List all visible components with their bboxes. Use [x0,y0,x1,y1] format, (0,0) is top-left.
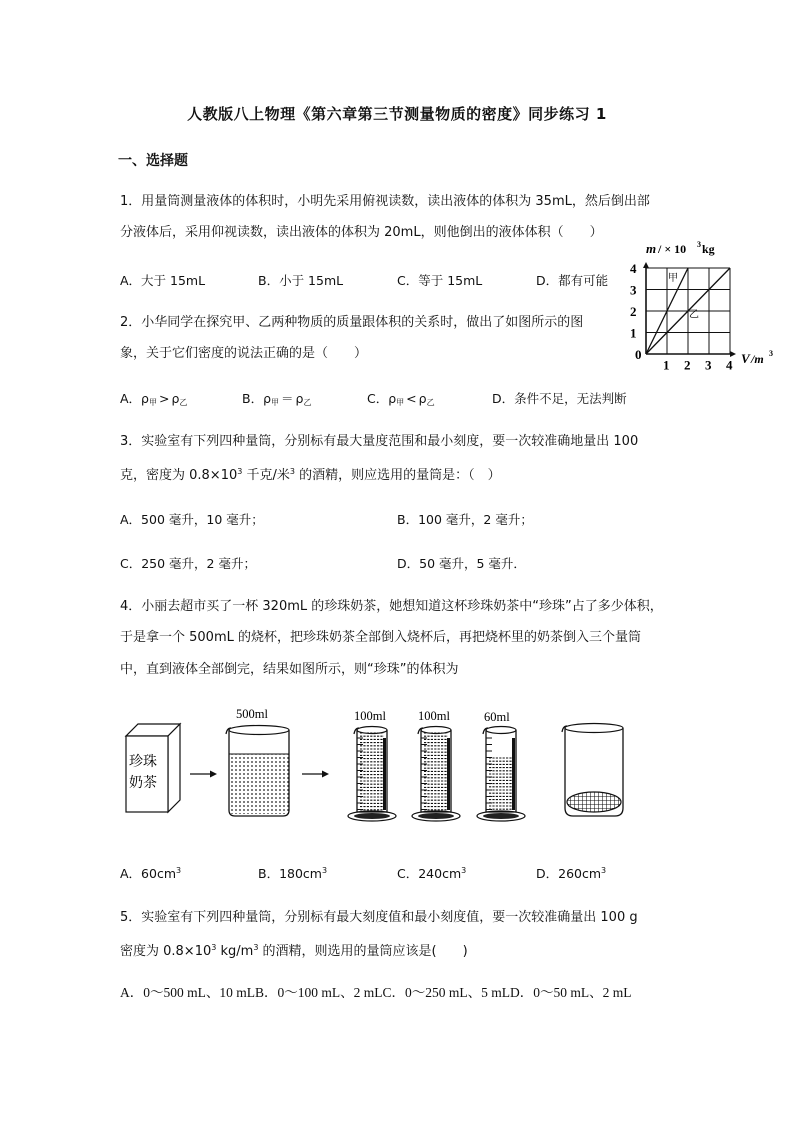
q2-option-b-sub1: 甲 [271,398,280,407]
arrow-right-icon-2 [302,771,329,778]
x-tick-label: 2 [684,357,691,373]
q4-option-d-exp: 3 [601,866,607,875]
beaker-capacity-label: 500ml [236,707,268,721]
q2-line1: 2．小华同学在探究甲、乙两种物质的质量跟体积的关系时，做出了如图所示的图 [120,315,584,330]
q2-option-c-label: C．ρ [367,391,397,406]
y-tick-label: 1 [630,325,637,341]
q3-line2-mid: 千克/米 [242,468,290,483]
q5-options: A．0～500 mL、10 mLB．0～100 mL、2 mLC．0～250 mL、5 mLD．0～50 mL、2 mL [120,985,632,1000]
q1-option-d: D．都有可能 [536,273,609,288]
q3-option-b: B．100 毫升，2 毫升； [397,512,533,527]
box-label-line1: 珍珠 [129,754,157,770]
q2-option-a-rel: > [159,391,170,406]
series-a-label: 甲 [668,272,679,284]
q4-option-d-text: D．260cm [536,866,602,881]
q2-option-a-sub2: 乙 [179,398,188,407]
q5-line2-pre: 密度为 0.8×10 [120,944,212,959]
q3-line2-exp: 3 [237,467,243,476]
cylinder-2-label: 100ml [418,709,450,723]
x-tick-label: 1 [663,357,670,373]
q4-option-b [258,864,327,882]
q4-option-a-text: A．60cm [120,866,177,881]
section-heading: 一、选择题 [118,153,188,169]
chart-origin: 0 [635,347,642,362]
q2-option-d: D．条件不足，无法判断 [492,391,627,406]
graduated-cylinder-3 [477,727,525,822]
q4-option-a [120,864,181,882]
graduated-cylinder-2 [412,727,460,822]
q2-line2: 象，关于它们密度的说法正确的是（ ） [120,346,368,361]
y-axis-label-rest: / × 10 [658,242,687,256]
q3-line2-exp2: 3 [289,467,295,476]
y-axis-label-exp: 3 [697,240,701,249]
y-axis-label-m: m [646,241,657,256]
y-axis-arrow-icon [643,262,649,268]
mass-volume-chart [626,238,786,373]
x-axis-label-unit: /m [751,352,764,366]
q3-option-a: A．500 毫升，10 毫升； [120,512,264,527]
q5-line2-exp2: 3 [253,943,259,952]
q4-option-d [536,864,606,882]
q4-option-b-exp: 3 [321,866,328,875]
page-title: 人教版八上物理《第六章第三节测量物质的密度》同步练习 1 [187,105,607,123]
q2-option-b-rel: ＝ [281,391,294,406]
box-label-line2: 奶茶 [129,775,157,791]
q2-option-a: A．$\rho_甲 > \rho_乙$ [120,391,188,407]
q3-line2 [120,464,501,484]
q2-option-a-sub1: 甲 [149,398,157,407]
q2-option-c-sub1: 甲 [396,398,405,407]
q2-option-c: C．$\rho_甲 < \rho_乙$ [367,391,435,407]
x-axis-arrow-icon [730,351,736,357]
q4-option-c-text: C．240cm [397,866,462,881]
q5-line2-exp: 3 [211,943,217,952]
q4-option-b-text: B．180cm [258,866,322,881]
beaker-500ml [226,726,289,817]
milk-tea-illustration [118,700,638,835]
y-tick-label: 2 [630,304,637,319]
cylinder-3-label: 60ml [484,710,510,724]
q3-option-c: C．250 毫升，2 毫升； [120,556,256,571]
q2-option-c-rel: < [406,391,417,406]
q1-option-c: C．等于 15mL [397,273,483,288]
x-axis-label-v: V [741,351,750,366]
y-tick-label: 4 [630,261,637,276]
series-b-label: 乙 [689,309,700,321]
beaker-with-pearls [562,724,623,817]
q1-option-a: A．大于 15mL [120,273,206,288]
q3-line1: 3．实验室有下列四种量筒，分别标有最大量度范围和最小刻度，要一次较准确地量出 100 [120,434,639,449]
arrow-right-icon-1 [190,771,217,778]
q2-option-b-sub2: 乙 [303,398,312,407]
q4-option-c-exp: 3 [461,866,467,875]
q4-option-c [397,864,466,882]
q2-option-b-label: B．ρ [242,391,272,406]
q2-option-b: B．$\rho_甲 = \rho_乙$ [242,391,312,407]
q1-option-b: B．小于 15mL [258,273,344,288]
q4-line2: 于是拿一个 500mL 的烧杯，把珍珠奶茶全部倒入烧杯后，再把烧杯里的奶茶倒入三个量筒 [120,630,641,645]
y-axis-label-unit: kg [702,242,715,256]
cylinder-1-label: 100ml [354,709,386,723]
x-tick-label: 3 [705,357,712,373]
graduated-cylinders [348,727,525,822]
graduated-cylinder-1 [348,727,396,822]
x-tick-label: 4 [726,357,733,373]
q2-option-c-sub2: 乙 [426,398,435,407]
q4-line1: 4．小丽去超市买了一杯 320mL 的珍珠奶茶，她想知道这杯珍珠奶茶中“珍珠”占了多少体积， [120,599,663,614]
q5-line2-post: 的酒精，则选用的量筒应该是( ) [258,944,468,959]
q3-line2-post: 的酒精，则应选用的量筒是：（ ） [294,468,501,483]
q4-option-a-exp: 3 [176,866,182,875]
q5-line1: 5．实验室有下列四种量筒，分别标有最大刻度值和最小刻度值，要一次较准确量出 100 g [120,910,638,925]
q2-option-a-label: A．ρ [120,391,149,406]
q5-line2 [120,940,468,960]
q5-line2-mid: kg/m [216,944,254,959]
q1-line2: 分液体后，采用仰视读数，读出液体的体积为 20mL，则他倒出的液体体积（ ） [120,225,603,240]
q1-line1: 1．用量筒测量液体的体积时，小明先采用俯视读数，读出液体的体积为 35mL，然后倒出部 [120,194,650,209]
y-tick-label: 3 [630,282,637,298]
q3-option-d: D．50 毫升，5 毫升． [397,556,526,571]
q3-line2-pre: 克，密度为 0.8×10 [120,468,238,483]
q4-line3: 中，直到液体全部倒完，结果如图所示，则“珍珠”的体积为 [120,662,459,677]
x-axis-label-exp: 3 [769,349,773,358]
